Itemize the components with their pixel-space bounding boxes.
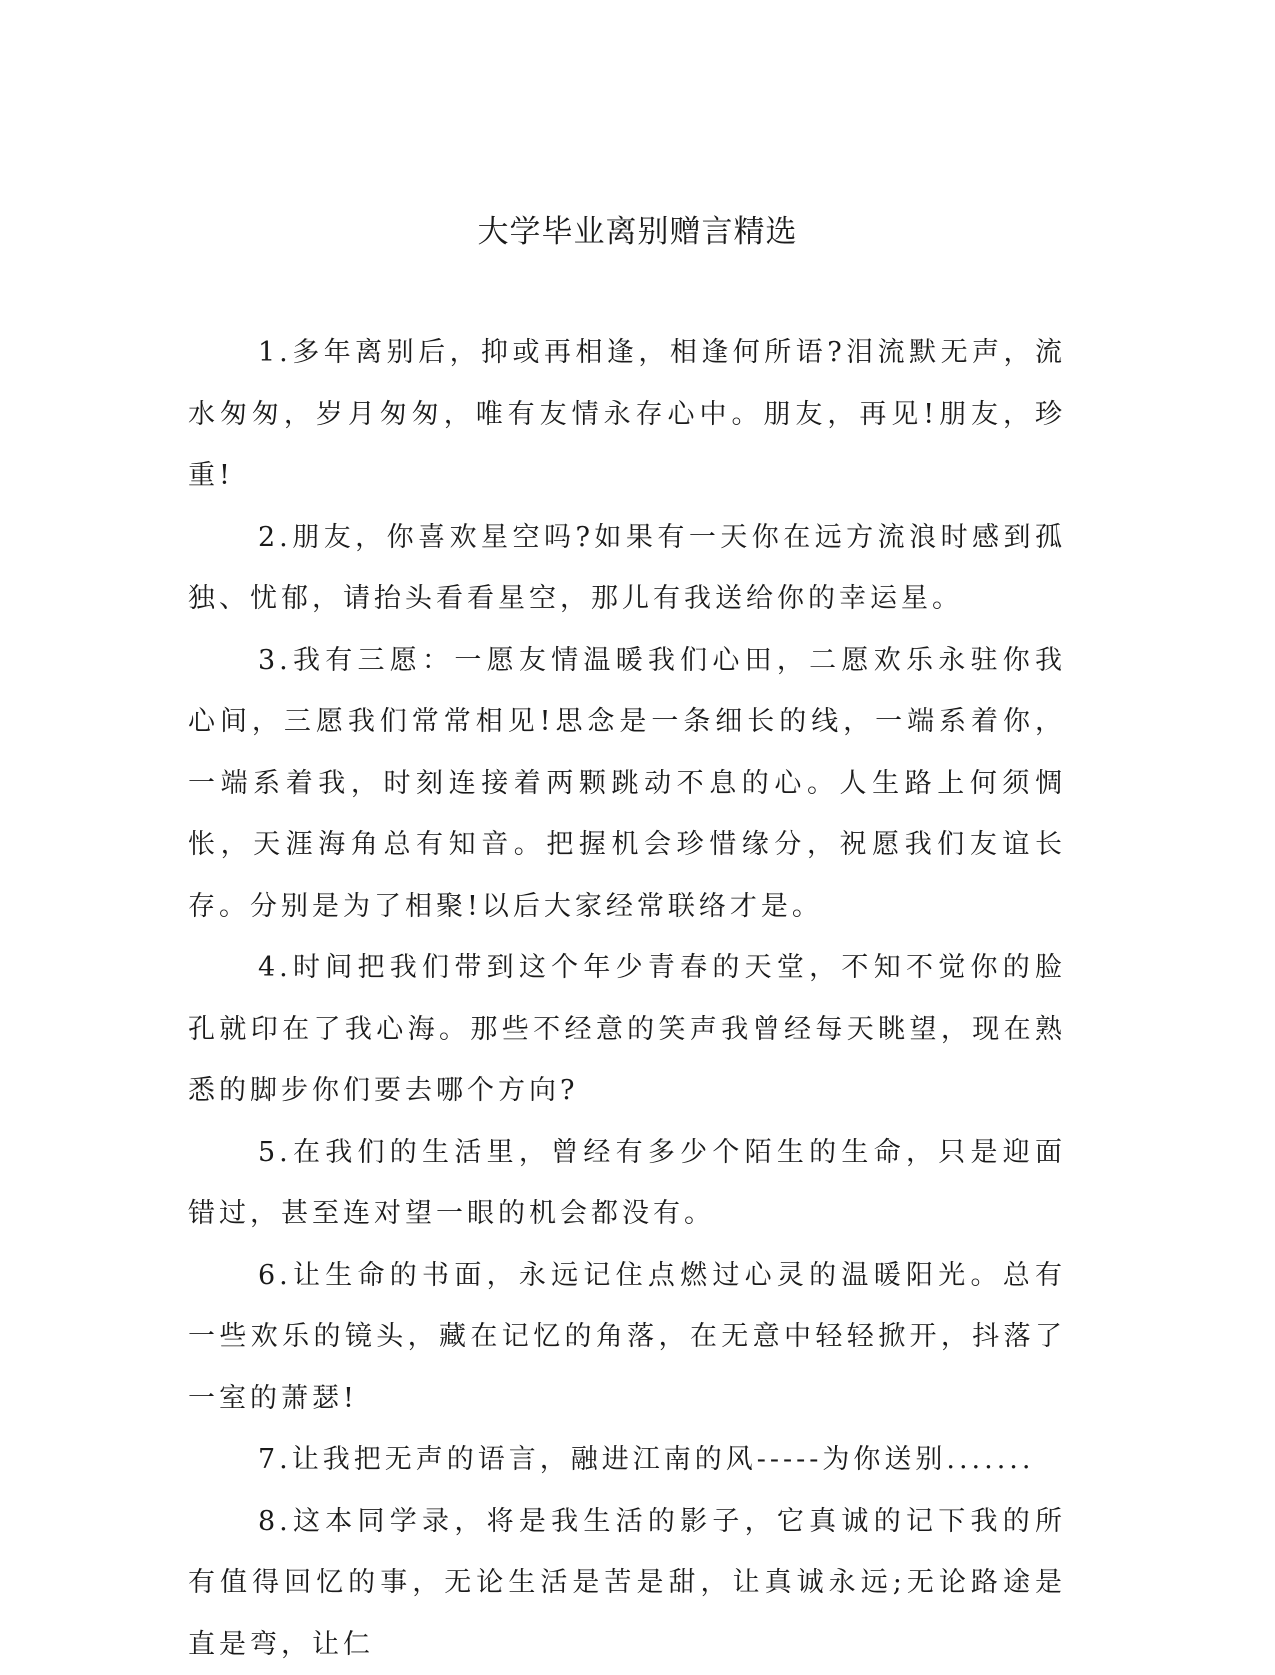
paragraph-3: 3.我有三愿：一愿友情温暖我们心田，二愿欢乐永驻你我心间，三愿我们常常相见!思念是一条细长的线，一端系着你，一端系着我，时刻连接着两颗跳动不息的心。人生路上何须惆怅，天涯海角总有知音。把握机会珍惜缘分，祝愿我们友谊长存。分别是为了相聚!以后大家经常联络才是。 [188, 630, 1066, 938]
paragraph-4: 4.时间把我们带到这个年少青春的天堂，不知不觉你的脸孔就印在了我心海。那些不经意的笑声我曾经每天眺望，现在熟悉的脚步你们要去哪个方向? [188, 937, 1066, 1122]
page-title: 大学毕业离别赠言精选 [0, 210, 1275, 254]
paragraph-5: 5.在我们的生活里，曾经有多少个陌生的生命，只是迎面错过，甚至连对望一眼的机会都没有。 [188, 1122, 1066, 1245]
paragraph-7: 7.让我把无声的语言，融进江南的风-----为你送别....... [188, 1429, 1066, 1491]
paragraph-2: 2.朋友，你喜欢星空吗?如果有一天你在远方流浪时感到孤独、忧郁，请抬头看看星空，那儿有我送给你的幸运星。 [188, 507, 1066, 630]
paragraph-6: 6.让生命的书面，永远记住点燃过心灵的温暖阳光。总有一些欢乐的镜头，藏在记忆的角落，在无意中轻轻掀开，抖落了一室的萧瑟! [188, 1245, 1066, 1430]
paragraph-8: 8.这本同学录，将是我生活的影子，它真诚的记下我的所有值得回忆的事，无论生活是苦是甜，让真诚永远;无论路途是直是弯，让仁 [188, 1491, 1066, 1675]
document-body [188, 322, 1066, 1675]
paragraph-1: 1.多年离别后，抑或再相逢，相逢何所语?泪流默无声，流水匆匆，岁月匆匆，唯有友情永存心中。朋友，再见!朋友，珍重! [188, 322, 1066, 507]
